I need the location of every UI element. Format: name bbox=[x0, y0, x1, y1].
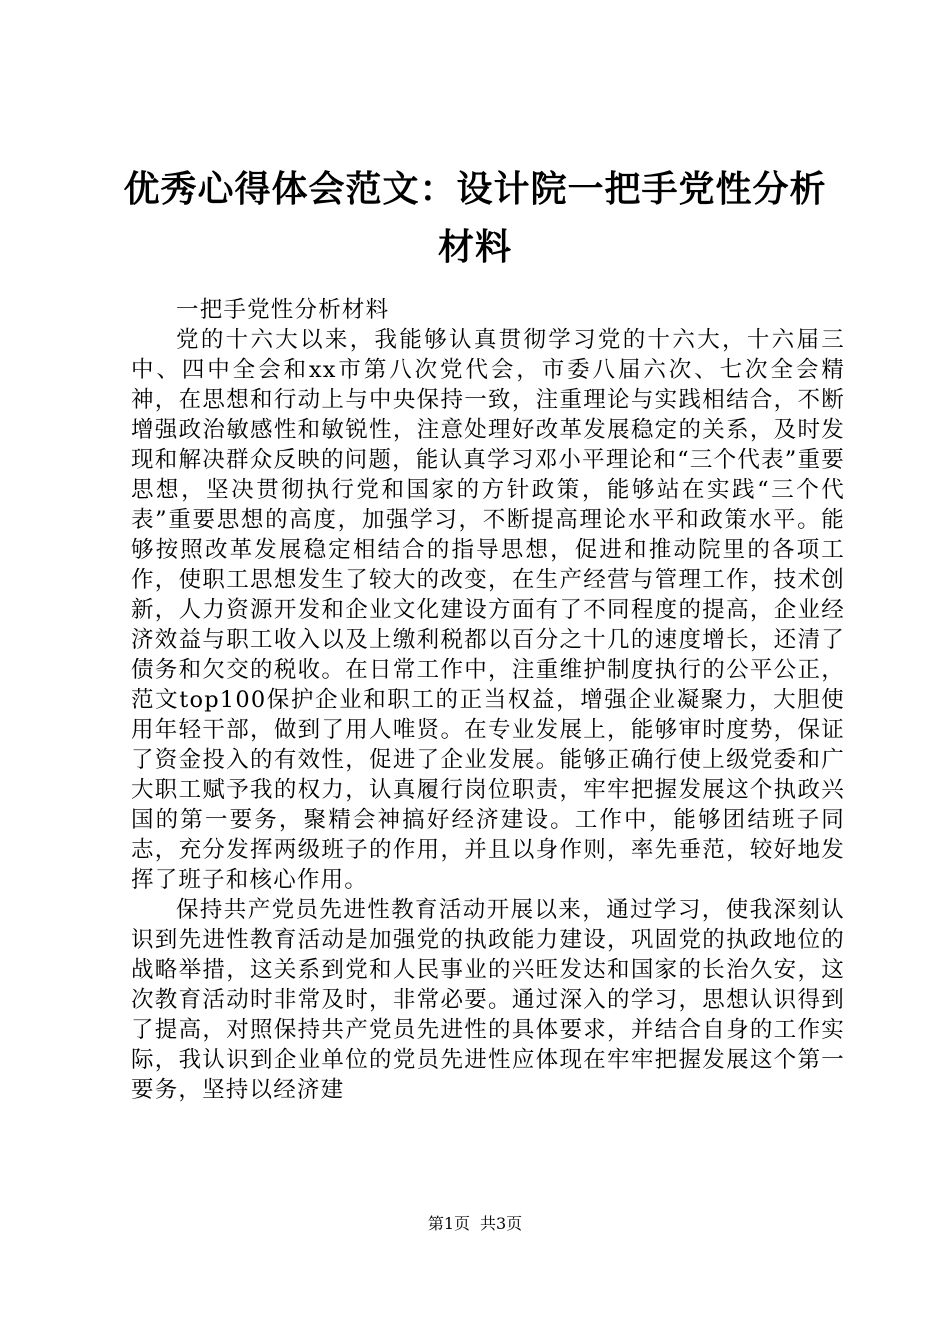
page-number: 第1页 bbox=[427, 1214, 470, 1233]
page-total: 共3页 bbox=[480, 1214, 523, 1233]
document-body bbox=[131, 295, 845, 1105]
paragraph: 党的十六大以来，我能够认真贯彻学习党的十六大，十六届三中、四中全会和xx市第八次党代会，市委八届六次、七次全会精神，在思想和行动上与中央保持一致，注重理论与实践相结合，不断增强政治敏感性和敏锐性，注意处理好改革发展稳定的关系，及时发现和解决群众反映的问题，能认真学习邓小平理论和“三个代表”重要思想，坚决贯彻执行党和国家的方针政策，能够站在实践“三个代表”重要思想的高度，加强学习，不断提高理论水平和政策水平。能够按照改革发展稳定相结合的指导思想，促进和推动院里的各项工作，使职工思想发生了较大的改变，在生产经营与管理工作，技术创新，人力资源开发和企业文化建设方面有了不同程度的提高，企业经济效益与职工收入以及上缴利税都以百分之十几的速度增长，还清了债务和欠交的税收。在日常工作中，注重维护制度执行的公平公正，范文top100保护企业和职工的正当权益，增强企业凝聚力，大胆使用年轻干部，做到了用人唯贤。在专业发展上，能够审时度势，保证了资金投入的有效性，促进了企业发展。能够正确行使上级党委和广大职工赋予我的权力，认真履行岗位职责，牢牢把握发展这个执政兴国的第一要务，聚精会神搞好经济建设。工作中，能够团结班子同志，充分发挥两级班子的作用，并且以身作则，率先垂范，较好地发挥了班子和核心作用。 bbox=[131, 327, 845, 893]
paragraph: 保持共产党员先进性教育活动开展以来，通过学习，使我深刻认识到先进性教育活动是加强党的执政能力建设，巩固党的执政地位的战略举措，这关系到党和人民事业的兴旺发达和国家的长治久安，这次教育活动时非常及时，非常必要。通过深入的学习，思想认识得到了提高，对照保持共产党员先进性的具体要求，并结合自身的工作实际，我认识到企业单位的党员先进性应体现在牢牢把握发展这个第一要务，坚持以经济建 bbox=[131, 897, 845, 1103]
document-subtitle: 一把手党性分析材料 bbox=[176, 297, 390, 323]
page-footer bbox=[0, 1212, 950, 1236]
document-title: 优秀心得体会范文：设计院一把手党性分析材料 bbox=[123, 168, 827, 268]
